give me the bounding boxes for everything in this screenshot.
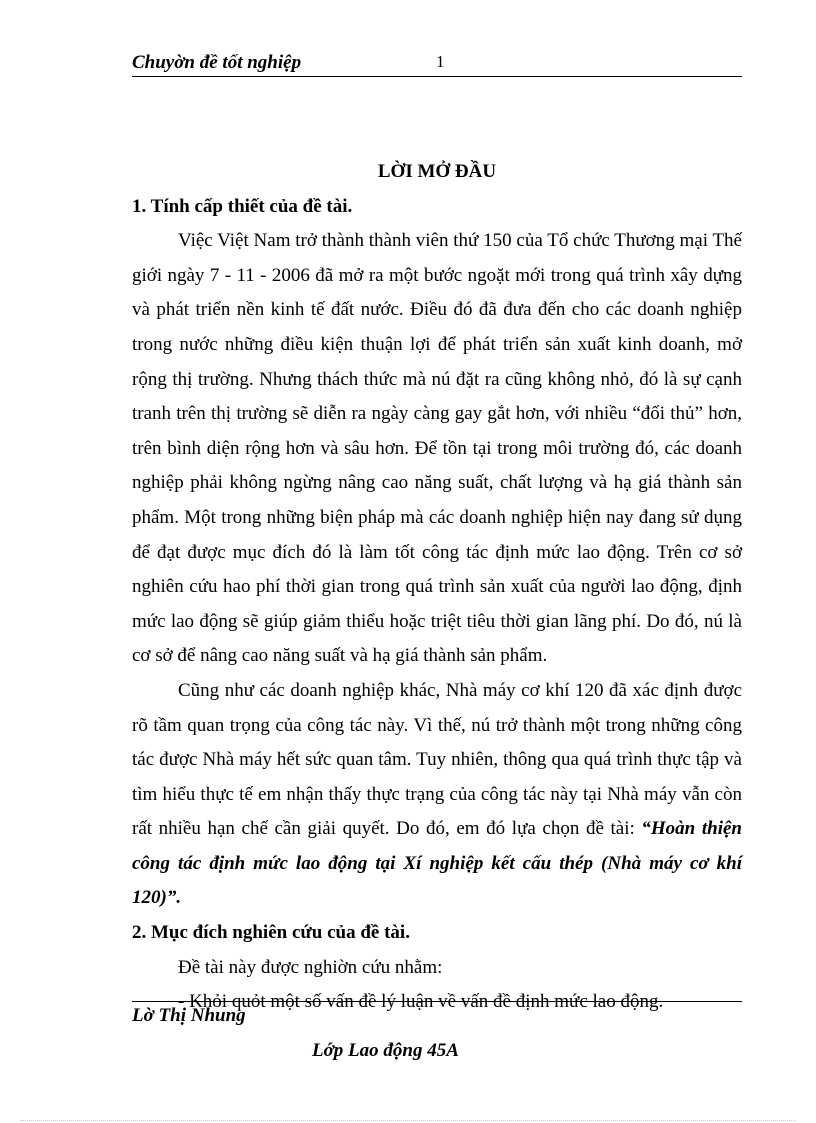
paragraph-context: Việc Việt Nam trở thành thành viên thứ 150 của Tổ chức Thương mại Thế giới ngày 7 - 11 - 2006 đã mở ra một bước ngoặt mới trong quá trình xây dựng và phát triển nền kinh tế đất nước. Điều đó đã đưa đến cho các doanh nghiệp trong nước những điều kiện thuận lợi để phát triển sản xuất kinh doanh, mở rộng thị trường. Nhưng thách thức mà nú đặt ra cũng không nhỏ, đó là sự cạnh tranh trên thị trường sẽ diễn ra ngày càng gay gắt hơn, với nhiều “đối thủ” hơn, trên bình diện rộng hơn và sâu hơn. Để tồn tại trong môi trường đó, các doanh nghiệp phải không ngừng nâng cao năng suất, chất lượng và hạ giá thành sản phẩm. Một trong những biện pháp mà các doanh nghiệp hiện nay đang sử dụng để đạt được mục đích đó là làm tốt công tác định mức lao động. Trên cơ sở nghiên cứu hao phí thời gian trong quá trình sản xuất của người lao động, định mức lao động sẽ giúp giảm thiểu hoặc triệt tiêu thời gian lãng phí. Do đó, nú là cơ sở để nâng cao năng suất và hạ giá thành sản phẩm. xyxy=(132,230,742,667)
footer-divider xyxy=(132,1001,742,1002)
purpose-intro: Đề tài này được nghiờn cứu nhằm: xyxy=(178,956,443,978)
page-edge xyxy=(20,1120,796,1121)
thesis-topic: “Hoàn thiện công tác định mức lao động tại Xí nghiệp kết cấu thép (Nhà máy cơ khí 120)”. xyxy=(132,818,742,909)
paragraph-topic-choice xyxy=(132,674,742,916)
section-heading-purpose: 2. Mục đích nghiên cứu của đề tài. xyxy=(132,922,410,944)
footer-author: Lờ Thị Nhung xyxy=(132,1005,246,1026)
document-title: LỜI MỞ ĐẦU xyxy=(377,161,497,182)
section-heading-urgency: 1. Tính cấp thiết của đề tài. xyxy=(132,195,353,217)
paragraph-topic-text: Cũng như các doanh nghiệp khác, Nhà máy cơ khí 120 đã xác định được rõ tầm quan trọng của công tác này. Vì thế, nú trở thành một trong những công tác được Nhà máy hết sức quan tâm. Tuy nhiên, thông qua quá trình thực tập và tìm hiểu thực tế em nhận thấy thực trạng của công tác này tại Nhà máy vẫn còn rất nhiều hạn chế cần giải quyết. Do đó, em đó lựa chọn đề tài: xyxy=(132,679,742,840)
document-body xyxy=(132,155,742,1020)
purpose-item: - Khỏi quỏt một số vấn đề lý luận về vấn đề định mức lao động. xyxy=(178,991,664,1013)
page-number: 1 xyxy=(436,52,445,71)
footer-class: Lớp Lao động 45A xyxy=(312,1040,459,1061)
header-title: Chuyờn đề tốt nghiệp xyxy=(132,52,302,73)
page-header xyxy=(132,50,742,77)
